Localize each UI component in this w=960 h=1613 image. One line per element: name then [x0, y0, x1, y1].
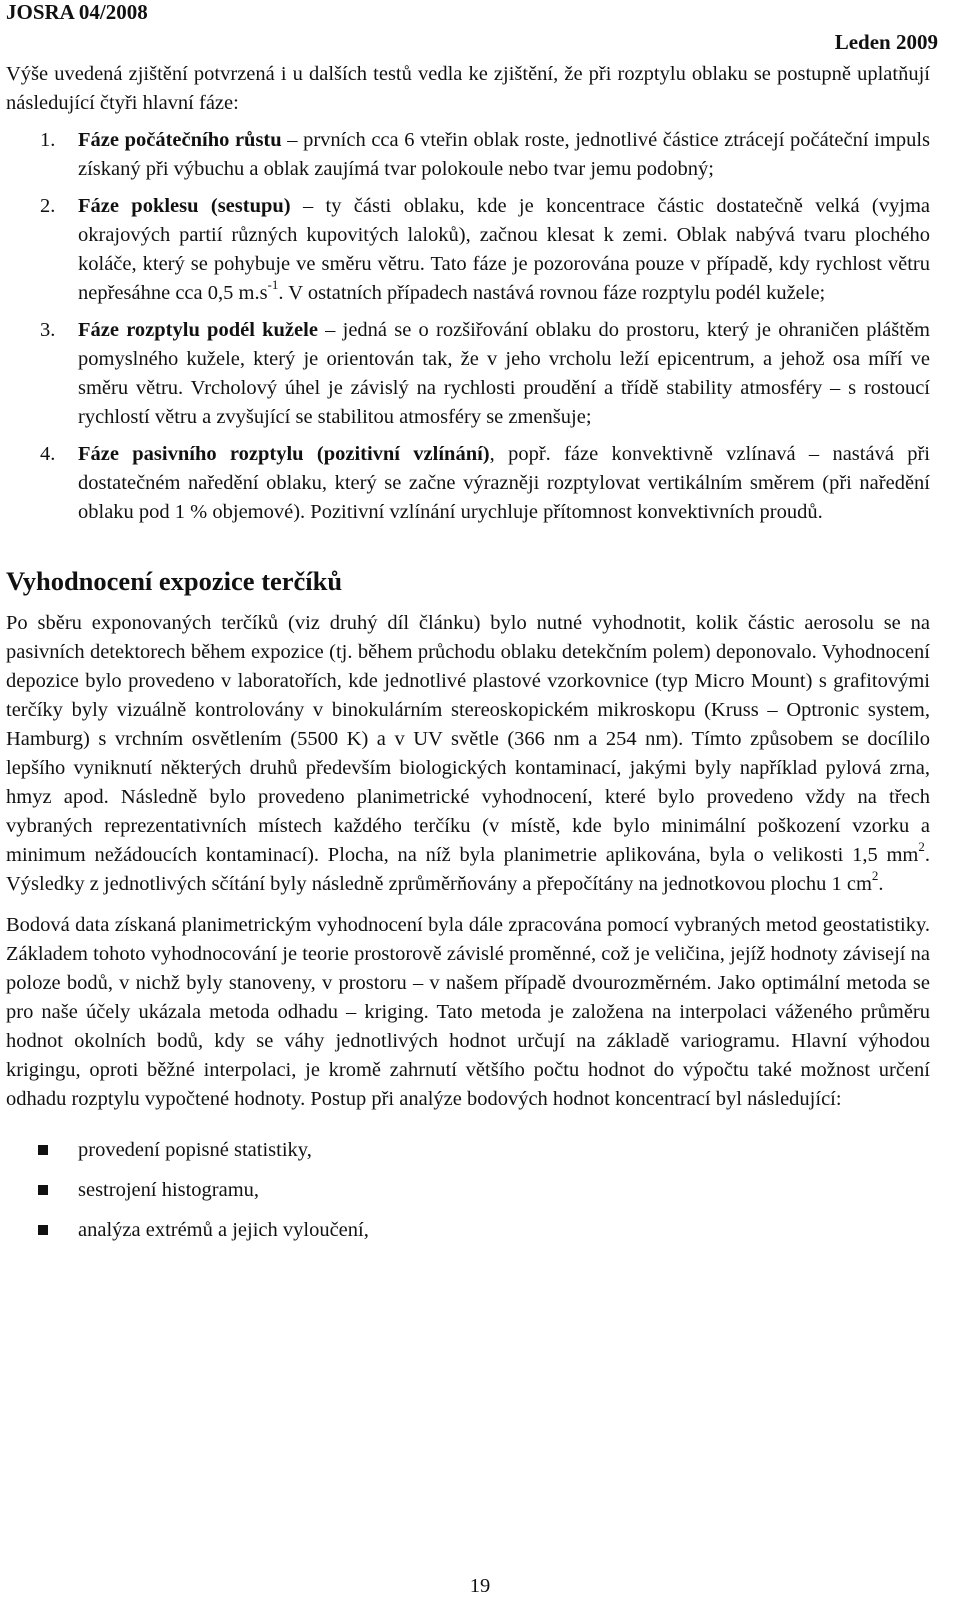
list-item: [6, 1136, 930, 1176]
section-heading: Vyhodnocení expozice terčíků: [6, 566, 343, 596]
phase-title: Fáze poklesu (sestupu): [78, 195, 291, 217]
procedure-list: [6, 1136, 930, 1256]
paragraph-text-continued: . Výsledky z jednotlivých sčítání byly následně zprůměrňovány a přepočítány na jednotkovou plochu 1 cm: [6, 844, 930, 895]
phase-number: 2.: [40, 195, 56, 217]
geostatistics-paragraph: Bodová data získaná planimetrickým vyhodnocení byla dále zpracována pomocí vybraných metod geostatistiky. Základem tohoto vyhodnocování je teorie prostorově závislé proměnné, což je veličina, jejíž hodnoty závisejí na poloze bodů, v nichž byly stanoveny, v prostoru – v našem případě dvourozměrném. Jako optimální metoda se pro naše účely ukázala metoda odhadu – kriging. Tato metoda je založena na interpolaci váženého průměru hodnot okolních bodů, kdy se váhy jednotlivých hodnot určují na základě variogramu. Hlavní výhodou krigingu, oproti běžné interpolaci, je kromě zahrnutí většího počtu hodnot do výpočtu také možnost určení odhadu rozptylu vypočtené hodnoty. Postup při analýze bodových hodnot koncentrací byl následující:: [6, 914, 930, 1110]
list-item: [6, 1176, 930, 1216]
page-header: [6, 0, 938, 54]
paragraph-text: Po sběru exponovaných terčíků (viz druhý díl článku) bylo nutné vyhodnotit, kolik částic aerosolu se na pasivních detektorech během expozice (tj. během průchodu oblaku detekčním polem) deponovalo. Vyhodnocení depozice bylo provedeno v laboratořích, kde jednotlivé plastové vzorkovnice (typ Micro Mount) s grafitovými terčíky byly vizuálně kontrolovány v binokulárním stereoskopickém mikroskopu (Kruss – Optronic system, Hamburg) s vrchním osvětlením (5500 K) a v UV světle (366 nm a 254 nm). Tímto způsobem se docílilo lepšího vyniknutí některých druhů především biologických kontaminací, jakými byly například pylová zrna, hmyz apod. Následně bylo provedeno planimetrické vyhodnocení, které bylo provedeno vždy na třech vybraných reprezentativních místech každého terčíku (v místě, kde bylo minimální poškození vzorku a minimum nežádoucích kontaminací). Plocha, na níž byla planimetrie aplikována, byla o velikosti 1,5 mm: [6, 612, 930, 866]
phase-item-1: [6, 126, 930, 184]
journal-label: JOSRA 04/2008: [6, 0, 148, 24]
phase-text: , popř. fáze konvektivně vzlínavá – nastává při dostatečném naředění oblaku, který se začne výrazněji rozptylovat vertikálním směrem (při naředění oblaku pod 1 % objemové). Pozitivní vzlínání urychluje přítomnost konvektivních proudů.: [78, 443, 931, 523]
phase-text: – prvních cca 6 vteřin oblak roste, jednotlivé částice ztrácejí počáteční impuls získaný při výbuchu a oblak zaujímá tvar polokoule nebo tvar jemu podobný;: [78, 129, 930, 180]
document-body: [6, 60, 930, 1256]
issue-date: Leden 2009: [834, 30, 938, 54]
list-item-text: sestrojení histogramu,: [78, 1179, 260, 1201]
phase-item-2: [6, 192, 930, 308]
phase-item-4: [6, 440, 930, 527]
list-item-text: analýza extrémů a jejich vyloučení,: [78, 1219, 369, 1241]
superscript: 2: [918, 839, 925, 855]
phase-item-3: [6, 316, 930, 432]
list-item: [6, 1216, 930, 1256]
phase-number: 3.: [40, 319, 56, 341]
phase-title: Fáze počátečního růstu: [78, 129, 282, 151]
phase-title: Fáze pasivního rozptylu (pozitivní vzlínání): [78, 443, 490, 465]
phase-number: 1.: [40, 129, 56, 151]
square-bullet-icon: [38, 1145, 48, 1155]
phase-text-continued: . V ostatních případech nastává rovnou fáze rozptylu podél kužele;: [278, 282, 826, 304]
phase-number: 4.: [40, 443, 56, 465]
intro-paragraph: Výše uvedená zjištění potvrzená i u dalších testů vedla ke zjištění, že při rozptylu oblaku se postupně uplatňují následující čtyři hlavní fáze:: [6, 63, 930, 114]
phase-text: – jedná se o rozšiřování oblaku do prostoru, který je ohraničen pláštěm pomyslného kužele, který je orientován tak, že v jeho vrcholu leží epicentrum, a jehož osa míří ve směru větru. Vrcholový úhel je závislý na rychlosti proudění a třídě stability atmosféry – s rostoucí rychlostí větru a zvyšující se stabilitou atmosféry se zmenšuje;: [78, 319, 931, 428]
phase-text: – ty části oblaku, kde je koncentrace částic dostatečně velká (vyjma okrajových partií různých kupovitých laloků), začnou klesat k zemi. Oblak nabývá tvaru plochého koláče, který se pohybuje ve směru větru. Tato fáze je pozorována pouze v případě, kdy rychlost větru nepřesáhne cca 0,5 m.s: [78, 195, 931, 304]
list-item-text: provedení popisné statistiky,: [78, 1139, 312, 1161]
square-bullet-icon: [38, 1225, 48, 1235]
paragraph-text-end: .: [878, 873, 884, 895]
square-bullet-icon: [38, 1185, 48, 1195]
superscript: 2: [871, 868, 879, 884]
evaluation-paragraph: [6, 609, 930, 899]
phase-title: Fáze rozptylu podél kužele: [78, 319, 318, 341]
page-number: 19: [469, 1575, 491, 1597]
phase-superscript: -1: [267, 277, 279, 293]
